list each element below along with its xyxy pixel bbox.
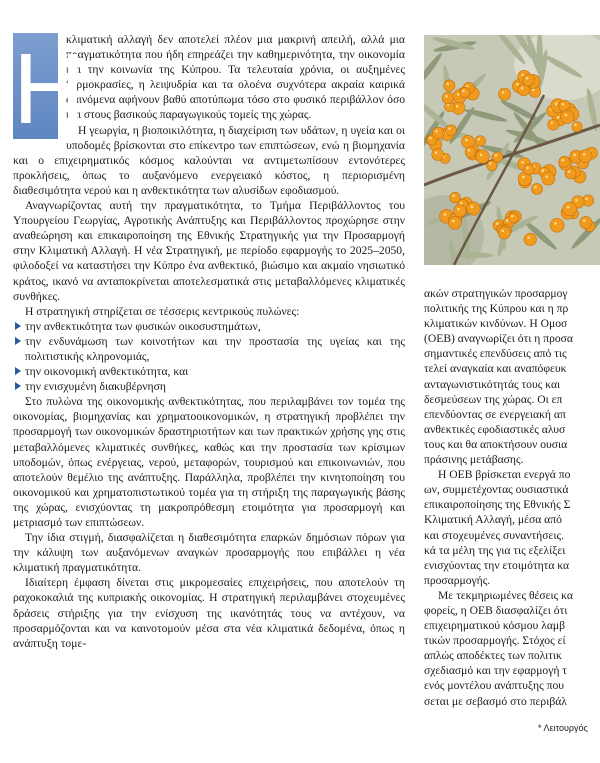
- berry-highlight: [495, 154, 498, 157]
- paragraph-economic-pillar: Στο πυλώνα της οικονομικής ανθεκτικότητας, που περιλαμβάνει τον τομέα της οικονομίας, βιομηχανίας και χρηματοοικονομικών, η στρατηγική προβλέπει την προσαρμογή των οικονομικών δραστηριοτήτων και των πρακτικών χρήσης γης στις μεταβαλλόμενες κλιματικές συνθήκες, καθώς και την προστασία των κρίσιμων υποδομών, όπως ενέργειας, νερού, μεταφορών, τουρισμού και επικοινωνιών, που αποτελούν θεμέλιο της ανάπτυξης. Παράλληλα, προβλέπει την κινητοποίηση του οικονομικού και χρηματοπιστωτικού τομέα για τη στήριξη της παραγωγικής βάσης της χώρας, ενισχύοντας τη μακροπρόθεσμη ετοιμότητα για προσαρμογή και μετριασμό των επιπτώσεων.: [13, 395, 405, 529]
- right-column-line: ενός μοντέλου ανάπτυξης που: [424, 679, 564, 693]
- right-column-line: τικών προσαρμογής. Στόχος εί: [424, 634, 566, 648]
- berry-shape: [542, 172, 555, 185]
- right-column-line: δεσμεύσεων της χώρας. Οι επ: [424, 392, 563, 406]
- berry-highlight: [521, 87, 524, 90]
- berry-highlight: [583, 219, 586, 222]
- right-column-line: και στοχευμένες συναντήσεις.: [424, 528, 564, 542]
- berry-highlight: [585, 197, 588, 200]
- right-column-line: ανθεκτικές εφοδιαστικές αλυσ: [424, 422, 566, 436]
- paragraph-intro: κλιματική αλλαγή δεν αποτελεί πλέον μια μακρινή απειλή, αλλά μια πραγματικότητα που ήδη επηρεάζει την καθημερινότητα, την οικονομία και την κοινωνία της Κύπρου. Τα τελευταία χρόνια, οι αυξημένες θερμοκρασίες, η λειψυδρία και τα ολοένα συχνότερα ακραία καιρικά φαινόμενα αφήνουν βαθύ αποτύπωμα τόσο στο φυσικό περιβάλλον όσο και στους βασικούς παραγωγικούς τομείς της χώρας.: [66, 33, 405, 122]
- berry-shape: [461, 135, 474, 148]
- berry-highlight: [462, 90, 465, 93]
- article-left-column: [13, 32, 405, 651]
- right-column-line: ακών στρατηγικών προσαρμογ: [424, 287, 568, 300]
- berry-highlight: [465, 139, 468, 142]
- berry-highlight: [429, 137, 432, 140]
- berry-highlight: [480, 154, 483, 157]
- berry-highlight: [452, 220, 455, 223]
- berry-highlight: [452, 195, 455, 198]
- pillar-item: την ανθεκτικότητα των φυσικών οικοσυστημάτων,: [13, 319, 405, 334]
- berry-shape: [561, 110, 574, 123]
- right-column-line: προσαρμογής.: [424, 573, 491, 587]
- berry-highlight: [557, 116, 560, 119]
- berry-shape: [559, 156, 570, 167]
- berry-shape: [475, 136, 486, 147]
- berry-shape: [460, 87, 470, 97]
- berry-highlight: [447, 82, 450, 85]
- right-column-line: Με τεκμηριωμένες θέσεις κα: [438, 588, 573, 602]
- paragraph-smes: Ιδιαίτερη έμφαση δίνεται στις μικρομεσαίες επιχειρήσεις, που αποτελούν τη ραχοκοκαλιά της κυπριακής οικονομίας. Η στρατηγική περιλαμβάνει στοχευμένες δράσεις στήριξης για την ενίσχυση της ικανότητάς τους να αντέχουν, να προσαρμόζονται και να καινοτομούν μέσα στα νέα κλιματικά δεδομένα, όπως η ανάπτυξη τομε-: [13, 576, 405, 650]
- berry-highlight: [477, 138, 480, 141]
- berry-shape: [487, 160, 497, 170]
- berry-shape: [548, 119, 559, 130]
- right-column-line: φορείς, η ΟΕΒ διασφαλίζει ότι: [424, 603, 568, 617]
- author-signature: * Λειτουργός: [538, 723, 588, 733]
- right-column-line: ων, συμμετέχοντας ουσιαστικά: [424, 483, 569, 497]
- berry-highlight: [522, 176, 525, 179]
- right-column-line: τους και θα αποκτήσουν ουσια: [424, 437, 568, 451]
- berry-highlight: [555, 103, 558, 106]
- berry-highlight: [521, 74, 524, 77]
- paragraph-public-resources: Την ίδια στιγμή, διασφαλίζεται η διαθεσιμότητα επαρκών δημόσιων πόρων για την κάλυψη των αυξανόμενων αναγκών προσαρμογής που επιβάλλει η νέα κλιματική πραγματικότητα.: [13, 531, 405, 575]
- pillar-item: την οικονομική ανθεκτικότητα, και: [13, 364, 405, 379]
- pillars-list: [13, 319, 405, 394]
- berry-highlight: [496, 222, 499, 225]
- berry-shape: [450, 192, 461, 203]
- berry-highlight: [435, 130, 438, 133]
- berry-shape: [444, 80, 455, 91]
- right-column-line: σχεδιασμό και την εφαρμογή τ: [424, 664, 567, 678]
- right-column-line: πολιτικής της Κύπρου και η πρ: [424, 302, 569, 316]
- berry-highlight: [521, 161, 524, 164]
- berry-highlight: [565, 114, 568, 117]
- berry-shape: [476, 150, 490, 164]
- berry-shape: [563, 202, 577, 216]
- berry-highlight: [567, 206, 570, 209]
- berry-highlight: [444, 213, 447, 216]
- berry-highlight: [457, 93, 460, 96]
- right-column-line: επιχειρηματικού κόσμου λαμβ: [424, 619, 566, 633]
- drop-cap-letter: Η: [13, 33, 86, 145]
- berry-highlight: [562, 103, 565, 106]
- drop-cap: [13, 33, 86, 145]
- berry-highlight: [561, 159, 564, 162]
- right-column-line: ενισχύοντας την ετοιμότητα κα: [424, 558, 570, 572]
- paragraph-pillars-intro: Η στρατηγική στηρίζεται σε τέσσερις κεντρικούς πυλώνες:: [25, 304, 300, 318]
- berry-highlight: [573, 154, 576, 157]
- berry-shape: [550, 218, 564, 232]
- berry-highlight: [526, 167, 529, 170]
- berry-highlight: [466, 85, 469, 88]
- berry-highlight: [511, 215, 514, 218]
- berry-highlight: [502, 229, 505, 232]
- berry-shape: [523, 74, 535, 86]
- berry-highlight: [554, 222, 557, 225]
- berry-highlight: [541, 169, 544, 172]
- berry-highlight: [532, 88, 535, 91]
- berry-highlight: [568, 170, 571, 173]
- berries-illustration: [424, 35, 600, 265]
- paragraph-impacts: Η γεωργία, η βιοποικιλότητα, η διαχείριση των υδάτων, η υγεία και οι υποδομές βρίσκονται στο επίκεντρο των επιπτώσεων, ενώ η βιομηχανία και ο επιχειρηματικός κόσμος καλούνται να αντιμετωπίσουν εντονότερες προκλήσεις, όπως το αυξανόμενο ενεργειακό κόστος, η περιορισμένη διαθεσιμότητα νερού και η ανθεκτικότητα των αλυσίδων εφοδιασμού.: [13, 123, 405, 197]
- berry-highlight: [545, 175, 548, 178]
- berry-highlight: [527, 236, 530, 239]
- berry-shape: [498, 226, 511, 239]
- right-column-line: κά τα μέλη της για τις εξελίξει: [424, 543, 566, 557]
- berry-highlight: [526, 77, 529, 80]
- right-column-line: επικαιροποίησης της Εθνικής Σ: [424, 498, 571, 512]
- berry-highlight: [506, 219, 509, 222]
- berry-shape: [465, 147, 476, 158]
- berry-shape: [448, 216, 461, 229]
- berry-shape: [509, 213, 519, 223]
- berry-highlight: [457, 208, 460, 211]
- berry-highlight: [534, 186, 537, 189]
- berry-highlight: [502, 91, 505, 94]
- right-column-line: τελεί αναγκαία και αναπόφευκ: [424, 362, 567, 376]
- berry-highlight: [460, 202, 463, 205]
- berry-highlight: [468, 149, 471, 152]
- right-column-line: ανταγωνιστικότητάς τους και: [424, 377, 561, 391]
- pillar-item: την ενδυνάμωση των κοινοτήτων και την προστασία της υγείας και της πολιτιστικής κληρονομιάς,: [13, 334, 405, 364]
- berry-shape: [572, 122, 582, 132]
- berry-highlight: [448, 127, 451, 130]
- right-column-line: Κλιματική Αλλαγή, μέσα από: [424, 513, 562, 527]
- berry-shape: [432, 149, 444, 161]
- berry-shape: [442, 92, 454, 104]
- berry-highlight: [435, 151, 438, 154]
- berry-shape: [524, 233, 536, 245]
- berry-shape: [467, 202, 480, 215]
- right-column-line: Η ΟΕΒ βρίσκεται ενεργά πο: [438, 468, 571, 482]
- berry-shape: [446, 125, 457, 136]
- paragraph-strategy: Αναγνωρίζοντας αυτή την πραγματικότητα, το Τμήμα Περιβάλλοντος του Υπουργείου Γεωργίας, Αγροτικής Ανάπτυξης και Περιβάλλοντος προχώρησε στην αναθεώρηση και επικαιροποίηση της Εθνικής Στρατηγικής για την Προσαρμογή στην Κλιματική Αλλαγή. Η νέα Στρατηγική, με περίοδο εφαρμογής το 2025–2050, φιλοδοξεί να καταστήσει την Κύπρο ένα ανθεκτικό, βιώσιμο και ακμαίο νησιωτικό κράτος, ικανό να ανταποκρίνεται αποτελεσματικά στις μεταβαλλόμενες κλιματικές συνθήκες.: [13, 199, 405, 303]
- right-column-line: απλώς αποδέκτες των πολιτικ: [424, 649, 562, 663]
- berry-highlight: [583, 153, 586, 156]
- right-column-line: σημαντικές επενδύσεις από τις: [424, 347, 567, 361]
- berry-shape: [454, 205, 466, 217]
- berry-highlight: [471, 205, 474, 208]
- right-column-line: (ΟΕΒ) αναγνωρίζει ότι η προσα: [424, 332, 573, 346]
- berry-highlight: [574, 124, 577, 127]
- right-column-line: πράσινης μετάβασης.: [424, 453, 524, 467]
- sea-buckthorn-berries-image: [424, 35, 600, 265]
- article-right-column: [424, 286, 600, 709]
- berry-shape: [524, 164, 535, 175]
- berry-shape: [498, 88, 510, 100]
- berry-highlight: [516, 83, 519, 86]
- berry-shape: [531, 183, 542, 194]
- berry-highlight: [456, 105, 459, 108]
- berry-highlight: [550, 122, 553, 125]
- berry-shape: [432, 127, 444, 139]
- right-column-line: επενδύοντας σε ενεργειακή απ: [424, 407, 566, 421]
- right-column-line: σεται με σεβασμό στο περιβάλ: [424, 694, 567, 708]
- berry-highlight: [445, 95, 448, 98]
- berry-shape: [579, 150, 592, 163]
- berry-highlight: [489, 162, 492, 165]
- berry-shape: [580, 216, 592, 228]
- pillar-item: την ενισχυμένη διακυβέρνηση: [13, 379, 405, 394]
- berry-highlight: [575, 199, 578, 202]
- right-column-line: κλιματικών κινδύνων. Η Ομοσ: [424, 317, 568, 331]
